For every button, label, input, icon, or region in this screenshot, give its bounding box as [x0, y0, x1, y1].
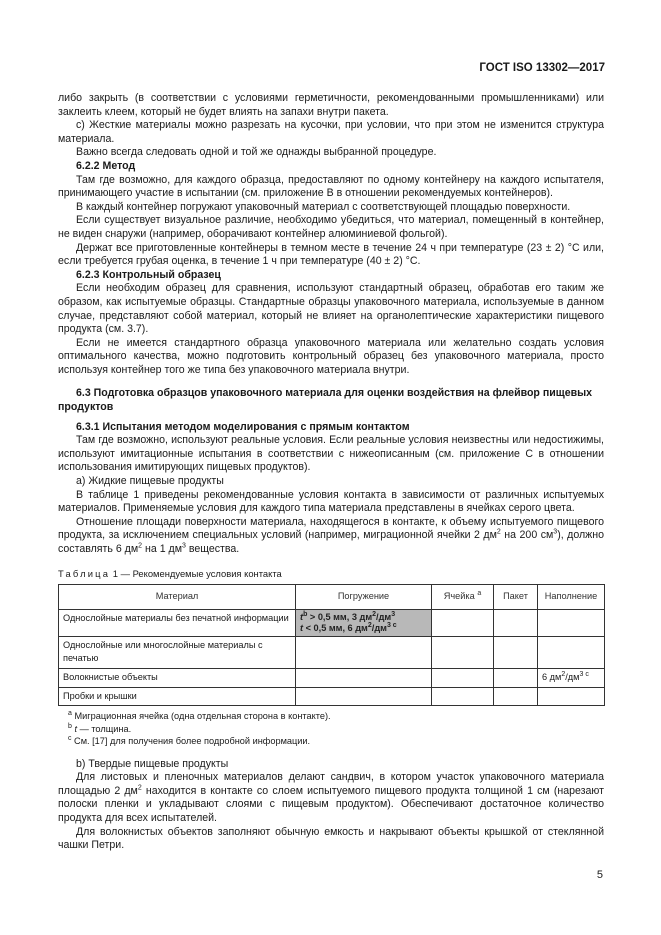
cell-empty [494, 687, 538, 706]
header-material: Материал [59, 585, 296, 610]
cell-fill: 6 $дм^2/дм^{3 с}$ [538, 668, 605, 687]
header-cell: Ячейка $^а$ [432, 585, 494, 610]
section-heading-6-3-1: 6.3.1 Испытания методом моделирования с прямым контактом [76, 420, 410, 433]
header-immersion: Погружение [296, 585, 432, 610]
table-caption: Таблица 1 — Рекомендуемые условия контакта [58, 567, 282, 579]
paragraph: В таблице 1 приведены рекомендованные условия контакта в зависимости от различных испытуемых материалов. Применяемые условия для каждого типа материала представлены в ячейках серого цвета. [58, 488, 604, 515]
paragraph: Если необходим образец для сравнения, используют стандартный образец, обработав его таким же образом, как испытуемые образцы. Стандартные образцы упаковочного материала, используемые в данном случае, представляют собой материал, который не влияет на органолептические характеристики пищевого продукта (см. 3.7). [58, 282, 604, 336]
cell-material: Однослойные или многослойные материалы с печатью [59, 636, 296, 668]
cell-empty [432, 668, 494, 687]
table-row [59, 609, 605, 636]
cell-material: Пробки и крышки [59, 687, 296, 706]
paragraph: Если не имеется стандартного образца упаковочного материала или желательно создать условия оптимального качества, можно подготовить контрольный образец без упаковочного материала, просто используя контейнер того же типа без упаковочного материала внутри. [58, 336, 604, 376]
cell-material: Однослойные материалы без печатной информации [59, 609, 296, 636]
paragraph: Важно всегда следовать одной и той же однажды выбранной процедуре. [76, 146, 437, 159]
table-header-row [59, 585, 605, 610]
cell-material: Волокнистые объекты [59, 668, 296, 687]
cell-empty [432, 609, 494, 636]
paragraph: Если существует визуальное различие, необходимо убедиться, что материал, помещенный в контейнер, не виден снаружи (например, оборачивают контейнер алюминиевой фольгой). [58, 214, 604, 240]
paragraph: а) Жидкие пищевые продукты [76, 475, 224, 488]
table-row [59, 636, 605, 668]
cell-empty [296, 636, 432, 668]
paragraph: В каждый контейнер погружают упаковочный материал с соответствующей площадью поверхности. [76, 200, 571, 213]
cell-empty [538, 636, 605, 668]
paragraph: Держат все приготовленные контейнеры в темном месте в течение 24 ч при температуре (23 ± 2) °С или, если требуется грубая оценка, в течение 1 ч при температуре (40 ± 2) °С. [58, 241, 604, 268]
footnote-c: $^с$ См. [17] для получения более подробной информации. [68, 735, 311, 747]
cell-empty [432, 687, 494, 706]
footnote-b: $^b$ t — толщина. [68, 722, 132, 734]
footnote-a: $^а$ Миграционная ячейка (одна отдельная сторона в контакте). [68, 710, 331, 722]
cell-empty [538, 687, 605, 706]
header-bag: Пакет [494, 585, 538, 610]
header-fill: Наполнение [538, 585, 605, 610]
table-row [59, 668, 605, 687]
paragraph: Для листовых и пленочных материалов делают сандвич, в котором участок упаковочного материала площадью 2 $дм^2$ находится в контакте со слоем испытуемого пищевого продукта толщиной 1 см (нарезают полоски пленки и укладывают слоями с пищевым продуктом). Обеспечивают достаточное количество продукта для всех испытателей. [58, 771, 604, 825]
cell-immersion: $t^b > 0,5$ мм, 3 $дм^2/дм^3$ t < 0,5 мм, 6 $дм^2/дм^{3 с}$ [296, 609, 432, 636]
cell-empty [432, 636, 494, 668]
section-heading-6-2-2: 6.2.2 Метод [76, 159, 136, 172]
cell-empty [494, 609, 538, 636]
cell-empty [296, 687, 432, 706]
paragraph: Там где возможно, используют реальные условия. Если реальные условия неизвестны или недостижимы, используют имитационные испытания в соответствии с нижеописанным (см. приложение С в отношении использования имитирующих пищевых продуктов). [58, 434, 604, 474]
contact-conditions-table [58, 584, 605, 706]
paragraph: с) Жесткие материалы можно разрезать на кусочки, при условии, что при этом не изменится структура материала. [58, 119, 604, 145]
table-row [59, 687, 605, 706]
page-number: 5 [596, 869, 603, 881]
cell-empty [494, 636, 538, 668]
cell-empty [494, 668, 538, 687]
paragraph: Там где возможно, для каждого образца, предоставляют по одному контейнеру на каждого испытателя, принимающего участие в испытании (см. приложение B в отношении рекомендуемых контейнеров). [58, 173, 604, 200]
section-heading-6-2-3: 6.2.3 Контрольный образец [76, 268, 221, 281]
section-heading-6-3: 6.3 Подготовка образцов упаковочного материала для оценки воздействия на флейвор пищевых продуктов [58, 387, 593, 414]
paragraph: либо закрыть (в соответствии с условиями герметичности, рекомендованными промышленниками) или заклеить клеем, который не будет влиять на запахи внутри пакета. [58, 92, 604, 118]
table-footnotes [58, 710, 604, 748]
cell-empty [296, 668, 432, 687]
paragraph: b) Твердые пищевые продукты [76, 757, 229, 770]
paragraph: Для волокнистых объектов заполняют обычную емкость и накрывают объекты крышкой от стеклянной чашки Петри. [58, 825, 604, 852]
main-content [58, 92, 604, 853]
document-header: ГОСТ ISO 13302—2017 [479, 62, 605, 74]
paragraph: Отношение площади поверхности материала, находящегося в контакте, к объему испытуемого пищевого продукта, за исключением специальных условий (например, миграционной ячейки 2 $дм^2$ на 200 $см^3$), должно составлять 6 $дм^2$ на 1 $дм^3$ вещества. [58, 515, 604, 555]
cell-empty [538, 609, 605, 636]
